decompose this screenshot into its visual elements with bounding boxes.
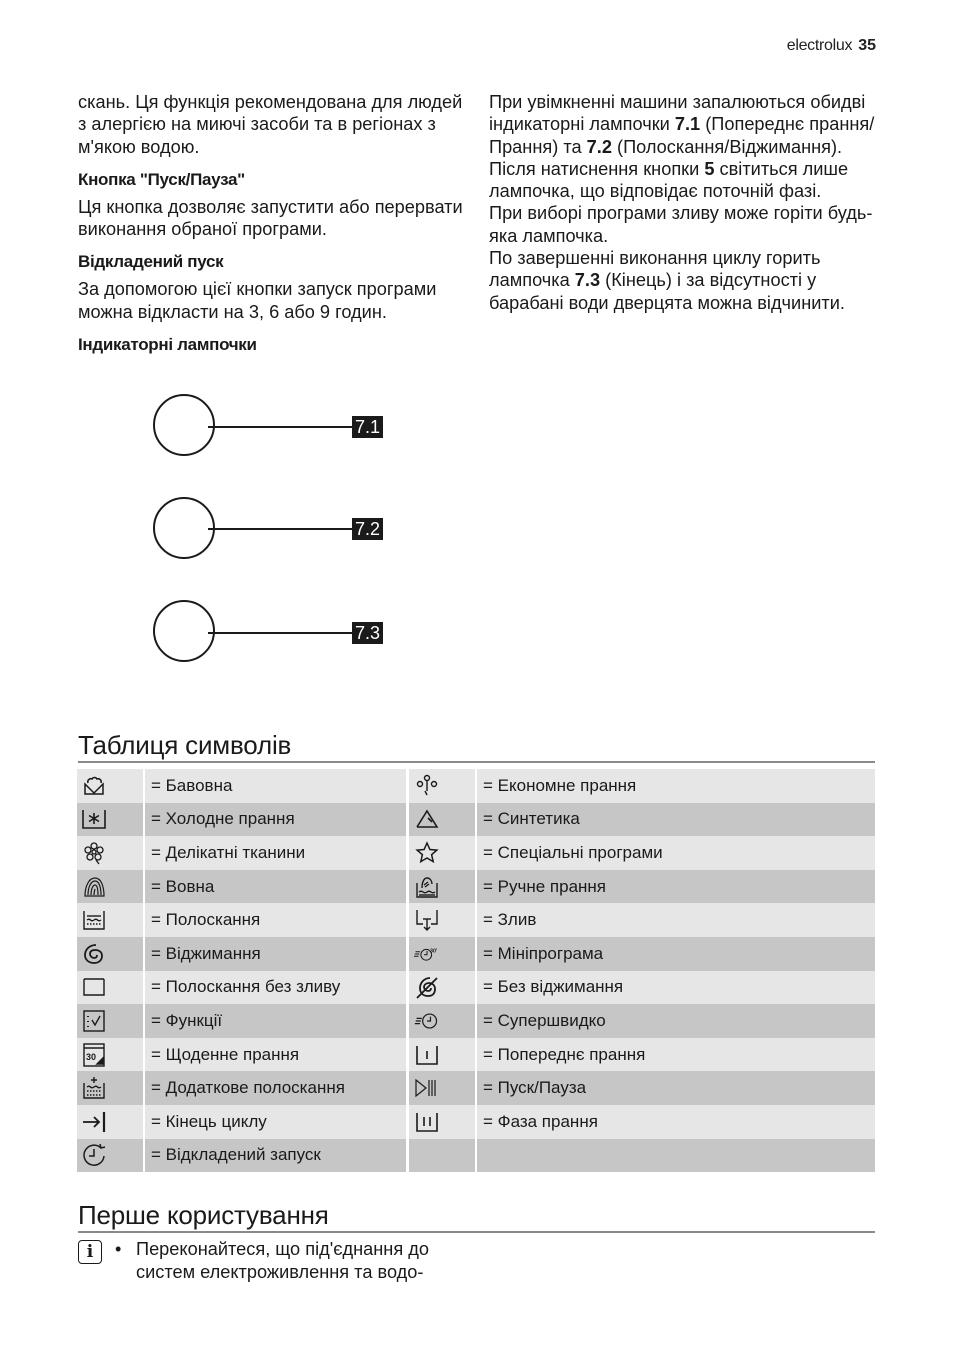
- star-icon: [414, 840, 440, 866]
- wash-phase-icon: [414, 1109, 440, 1135]
- hand-wash-icon: [414, 874, 440, 900]
- symbol-label: = Вовна: [151, 876, 215, 896]
- eco-icon: [414, 773, 440, 799]
- symbol-label: = Бавовна: [151, 775, 233, 795]
- cotton-icon: [81, 773, 107, 799]
- end-cycle-icon: [81, 1109, 107, 1135]
- symbol-label: = Кінець циклу: [151, 1111, 267, 1131]
- daily-wash-icon: [81, 1042, 107, 1068]
- section-heading-delay-start: Відкладений пуск: [78, 252, 224, 272]
- spin-icon: [81, 941, 107, 967]
- brand-name: electrolux: [786, 37, 853, 54]
- table-row: [77, 803, 875, 837]
- info-icon: i: [78, 1240, 102, 1264]
- section-heading-indicator-lamps: Індикаторні лампочки: [78, 335, 257, 355]
- lamps-paragraph-1: При увімкненні машини запалюються обидві індикаторні лампочки 7.1 (Попереднє прання/Прання) та 7.2 (Полоскання/Віджимання). Після натиснення кнопки 5 світиться лише лампочка, що відповідає поточній фазі.: [489, 92, 875, 202]
- symbol-label: = Синтетика: [483, 809, 580, 829]
- page-number: 35: [858, 37, 876, 54]
- start-pause-icon: [414, 1075, 440, 1101]
- svg-text:30': 30': [430, 948, 438, 955]
- lamp-7-3-leader: [208, 632, 352, 634]
- table-row: [77, 1004, 875, 1038]
- extra-rinse-icon: [81, 1075, 107, 1101]
- intro-paragraph: скань. Ця функція рекомендована для людей з алергією на миючі засоби та в регіонах з м'якою водою.: [78, 92, 463, 157]
- lamp-7-2-leader: [208, 528, 352, 530]
- symbol-label: = Економне прання: [483, 775, 637, 795]
- rinse-hold-icon: [81, 974, 107, 1000]
- lamp-7-2-label: 7.2: [352, 518, 383, 540]
- section-body-start-pause: Ця кнопка дозволяє запустити або перервати виконання обраної програми.: [78, 196, 463, 240]
- ref-7-3: 7.3: [574, 270, 601, 291]
- symbol-label: = Злив: [483, 910, 537, 930]
- ref-5: 5: [704, 158, 715, 179]
- first-use-note: [78, 1238, 478, 1283]
- table-row: [77, 836, 875, 870]
- mini-program-icon: [414, 941, 440, 967]
- lamps-paragraph-3: По завершенні виконання циклу горить лампочка 7.3 (Кінець) і за відсутності у барабані води дверцята можна відчинити.: [489, 248, 845, 313]
- table-row: [77, 1071, 875, 1105]
- table-row: [77, 870, 875, 904]
- synthetics-icon: [414, 806, 440, 832]
- symbol-label: = Ручне прання: [483, 876, 607, 896]
- no-spin-icon: [414, 974, 440, 1000]
- super-quick-icon: [414, 1008, 440, 1034]
- symbols-table-title: Таблиця символів: [78, 730, 875, 763]
- lamp-7-3-label: 7.3: [352, 622, 383, 644]
- table-row: [77, 1139, 875, 1173]
- lamp-7-1-label: 7.1: [352, 416, 383, 438]
- symbol-label: = Пуск/Пауза: [483, 1078, 587, 1098]
- symbol-label: = Фаза прання: [483, 1111, 598, 1131]
- page-header: [787, 37, 876, 55]
- delay-start-icon: [81, 1142, 107, 1168]
- symbol-label: = Спеціальні програми: [483, 842, 663, 862]
- table-row: [77, 937, 875, 971]
- indicator-lamps-diagram: [150, 390, 390, 670]
- symbol-label: = Без віджимання: [483, 977, 624, 997]
- lamp-7-2-circle: [153, 497, 215, 559]
- symbols-table: [77, 769, 875, 1172]
- table-row: [77, 769, 875, 803]
- symbol-label: = Віджимання: [151, 943, 261, 963]
- first-use-text: Переконайтеся, що під'єднання до систем електроживлення та водо-: [136, 1239, 429, 1282]
- wool-icon: [81, 874, 107, 900]
- lamp-7-3-circle: [153, 600, 215, 662]
- symbol-label: = Холодне прання: [151, 809, 295, 829]
- bullet: •: [115, 1239, 122, 1259]
- symbol-label: = Відкладений запуск: [151, 1145, 321, 1165]
- drain-icon: [414, 907, 440, 933]
- symbol-label: = Мініпрограма: [483, 943, 604, 963]
- table-row: [77, 971, 875, 1005]
- table-row: [77, 1105, 875, 1139]
- ref-7-2: 7.2: [586, 136, 612, 157]
- rinse-icon: [81, 907, 107, 933]
- lamp-7-1-leader: [208, 426, 352, 428]
- symbol-label: = Делікатні тканини: [151, 842, 306, 862]
- section-body-delay-start: За допомогою цієї кнопки запуск програми можна відкласти на 3, 6 або 9 годин.: [78, 279, 437, 322]
- symbol-label: = Попереднє прання: [483, 1044, 646, 1064]
- section-heading-start-pause: Кнопка "Пуск/Пауза": [78, 169, 245, 189]
- symbol-label: = Полоскання без зливу: [151, 977, 341, 997]
- right-column: [489, 91, 884, 314]
- prewash-icon: [414, 1042, 440, 1068]
- ref-7-1: 7.1: [674, 114, 701, 135]
- left-column: [78, 91, 473, 361]
- delicates-icon: [81, 840, 107, 866]
- functions-icon: [81, 1008, 107, 1034]
- symbol-label: = Додаткове полоскання: [151, 1078, 345, 1098]
- lamp-7-1-circle: [153, 394, 215, 456]
- lamps-paragraph-2: При виборі програми зливу може горіти будь-яка лампочка.: [489, 203, 873, 246]
- table-row: [77, 1038, 875, 1072]
- symbol-label: = Функції: [151, 1010, 223, 1030]
- svg-text:30: 30: [86, 1051, 97, 1062]
- symbol-label: = Щоденне прання: [151, 1044, 300, 1064]
- first-use-title: Перше користування: [78, 1200, 875, 1233]
- symbol-label: = Полоскання: [151, 910, 261, 930]
- symbol-label: = Супершвидко: [483, 1010, 606, 1030]
- table-row: [77, 903, 875, 937]
- cold-wash-icon: [81, 806, 107, 832]
